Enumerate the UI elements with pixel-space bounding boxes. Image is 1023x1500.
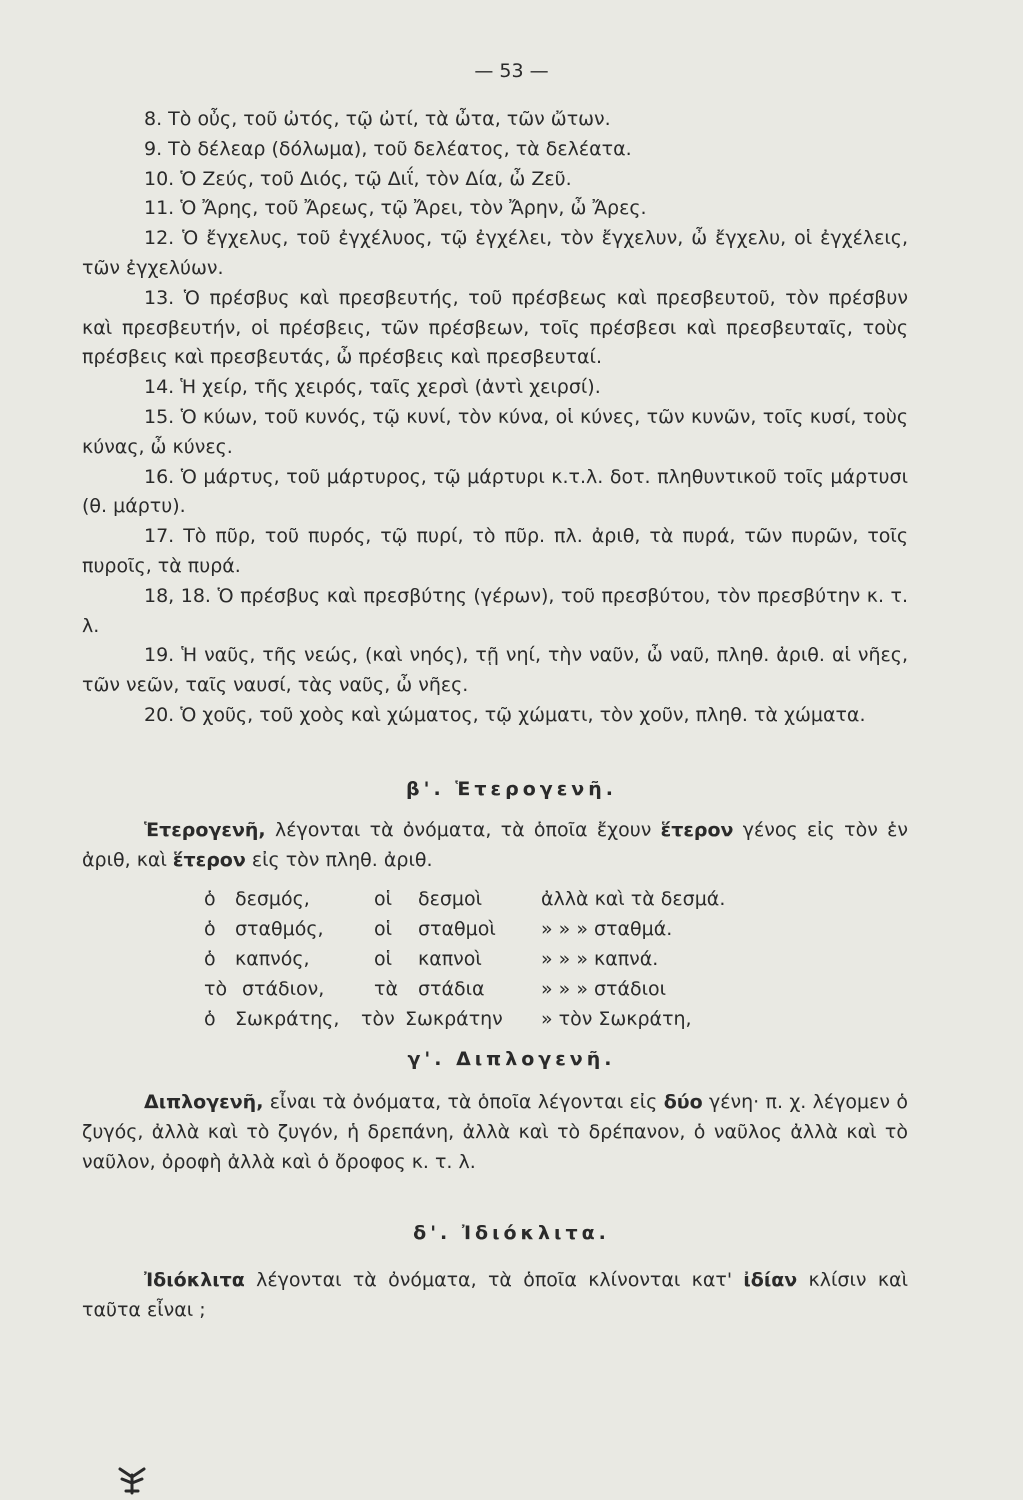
cell: ἀλλὰ καὶ τὰ δεσμά. (541, 888, 726, 910)
entry-17: 17. Τὸ πῦρ, τοῦ πυρός, τῷ πυρί, τὸ πῦρ. πλ. ἀριθ, τὰ πυρά, τῶν πυρῶν, τοῖς πυροῖς, τὰ πυρά. (82, 525, 908, 577)
entry-20: 20. Ὁ χοῦς, τοῦ χοὸς καὶ χώματος, τῷ χώματι, τὸν χοῦν, πληθ. τὰ χώματα. (144, 703, 866, 726)
section-g-term: Διπλογενῆ, (144, 1091, 264, 1113)
page-number: — 53 — (474, 60, 549, 82)
cell: » » » καπνά. (541, 948, 659, 970)
cell: » » » στάδιοι (541, 978, 667, 1000)
cell: δεσμός, (235, 888, 310, 910)
entry-9: 9. Τὸ δέλεαρ (δόλωμα), τοῦ δελέατος, τὰ δελέατα. (144, 137, 632, 160)
entry-12: 12. Ὁ ἔγχελυς, τοῦ ἐγχέλυος, τῷ ἐγχέλει, τὸν ἔγχελυν, ὦ ἔγχελυ, οἱ ἐγχέλεις, τῶν ἐγχελύων. (82, 227, 908, 279)
cell: οἱ (374, 918, 393, 940)
cell: δεσμοὶ (418, 888, 483, 910)
cell: τὰ (374, 978, 398, 1000)
entry-19: 19. Ἡ ναῦς, τῆς νεώς, (καὶ νηός), τῇ νηί, τὴν ναῦν, ὦ ναῦ, πληθ. ἀριθ. αἱ νῆες, τῶν νεῶν, ταῖς ναυσί, τὰς ναῦς, ὦ νῆες. (82, 644, 908, 697)
cell: οἱ (374, 888, 393, 910)
entry-13: 13. Ὁ πρέσβυς καὶ πρεσβευτής, τοῦ πρέσβεως καὶ πρεσβευτοῦ, τὸν πρέσβυν καὶ πρεσβευτήν, οἱ πρέσβεις, τῶν πρέσβεων, τοῖς πρέσβεσι καὶ πρεσβευταῖς, τοὺς πρέσβεις καὶ πρεσβευτάς, ὦ πρέσβεις καὶ πρεσβευταί. (82, 286, 908, 369)
section-b-bold1: ἕτερον (660, 819, 734, 841)
cell: ὁ (204, 918, 216, 940)
entry-14: 14. Ἡ χείρ, τῆς χειρός, ταῖς χερσὶ (ἀντὶ χειρσί). (144, 376, 601, 399)
section-b-bold2: ἕτερον (172, 848, 246, 871)
section-d-text1: λέγονται τὰ ὀνόματα, τὰ ὁποῖα κλίνονται κατ' (244, 1269, 744, 1291)
section-d-term: Ἰδιόκλιτα (144, 1269, 245, 1291)
entry-18: 18, 18. Ὁ πρέσβυς καὶ πρεσβύτης (γέρων), τοῦ πρεσβύτου, τὸν πρεσβύτην κ. τ. λ. (82, 584, 908, 637)
entry-10: 10. Ὁ Ζεύς, τοῦ Διός, τῷ Διΐ, τὸν Δία, ὦ Ζεῦ. (144, 167, 572, 190)
section-b-heading: β'. Ἑτερογενῆ. (406, 778, 617, 800)
section-d-heading: δ'. Ἰδιόκλιτα. (413, 1222, 610, 1244)
section-b-text1: λέγονται τὰ ὀνόματα, τὰ ὁποῖα ἔχουν (265, 819, 661, 841)
entry-11: 11. Ὁ Ἄρης, τοῦ Ἄρεως, τῷ Ἄρει, τὸν Ἄρην, ὦ Ἄρες. (144, 197, 647, 220)
entry-16: 16. Ὁ μάρτυς, τοῦ μάρτυρος, τῷ μάρτυρι κ.τ.λ. δοτ. πληθυντικοῦ τοῖς μάρτυσι (θ. μάρτυ). (82, 465, 908, 518)
section-g-text1: εἶναι τὰ ὀνόματα, τὰ ὁποῖα λέγονται εἰς (263, 1091, 664, 1113)
cell: Σωκράτης, (235, 1008, 340, 1030)
declension-list (82, 105, 908, 731)
section-b-definition (82, 816, 908, 876)
section-d-text2: κλίσιν καὶ ταῦτα εἶναι ; (82, 1269, 908, 1321)
section-g-bold1: δύο (663, 1091, 703, 1113)
cell: » » » σταθμά. (541, 918, 673, 940)
section-b-text3: εἰς τὸν πληθ. ἀριθ. (245, 848, 433, 871)
section-b-text2: γένος εἰς τὸν ἑν ἀριθ, καὶ (82, 819, 908, 871)
cell: στάδιον, (242, 978, 325, 1000)
section-b-term: Ἑτερογενῆ, (144, 819, 266, 841)
section-g-definition (82, 1088, 908, 1177)
cell: στάδια (418, 978, 485, 1000)
cell: ὁ (204, 948, 216, 970)
section-d-definition (82, 1266, 908, 1326)
cell: τὸ (204, 978, 228, 1000)
section-g-heading: γ'. Διπλογενῆ. (407, 1048, 616, 1070)
cell: » τὸν Σωκράτη, (541, 1008, 692, 1030)
section-g-text2: γένη· π. χ. λέγομεν ὁ ζυγός, ἀλλὰ καὶ τὸ ζυγόν, ἡ δρεπάνη, ἀλλὰ καὶ τὸ δρέπανον, ὁ ναῦλος ἀλλὰ καὶ τὸ ναῦλον, ὀροφὴ ἀλλὰ καὶ ὁ ὄροφος κ. τ. λ. (82, 1091, 908, 1173)
entry-8: 8. Τὸ οὖς, τοῦ ὠτός, τῷ ὠτί, τὰ ὦτα, τῶν ὤτων. (144, 108, 611, 130)
cell: σταθμοὶ (418, 918, 496, 940)
ornament-icon (112, 1465, 152, 1495)
entry-15: 15. Ὁ κύων, τοῦ κυνός, τῷ κυνί, τὸν κύνα, οἱ κύνες, τῶν κυνῶν, τοῖς κυσί, τοὺς κύνας, ὦ κύνες. (82, 405, 908, 458)
cell: ὁ (204, 888, 216, 910)
cell: καπνοὶ (418, 948, 482, 970)
cell: Σωκράτην (405, 1008, 503, 1030)
section-d-bold1: ἰδίαν (743, 1269, 798, 1291)
cell: οἱ (374, 948, 393, 970)
cell: τὸν (361, 1008, 395, 1030)
cell: καπνός, (235, 948, 310, 970)
cell: σταθμός, (235, 918, 324, 940)
cell: ὁ (204, 1008, 216, 1030)
